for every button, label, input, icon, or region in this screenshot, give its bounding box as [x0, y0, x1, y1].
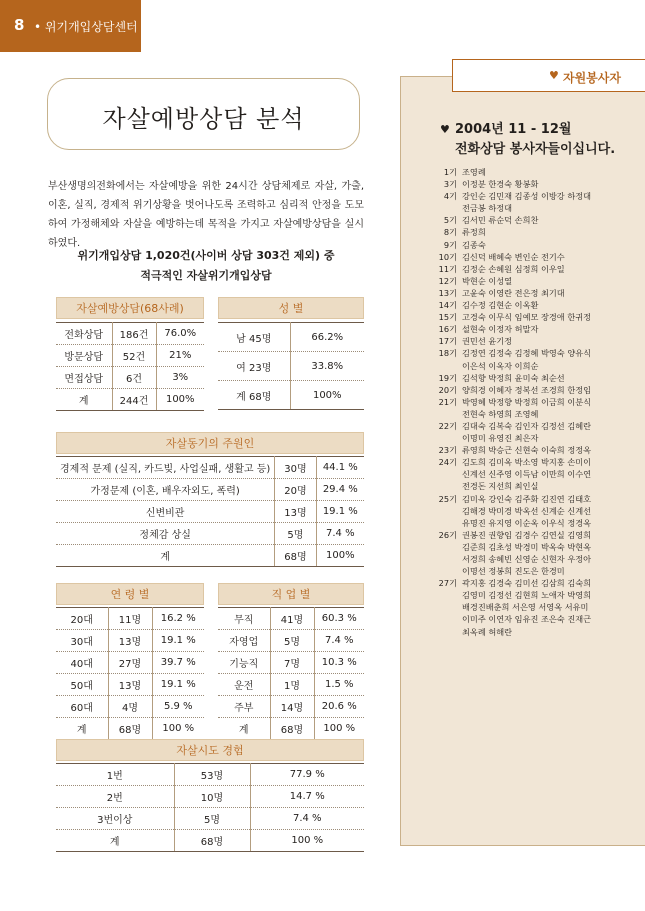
volunteer-generation — [430, 517, 462, 529]
summary-line-1: 위기개입상담 1,020건(사이버 상담 303건 제외) 중 — [77, 249, 335, 262]
volunteer-names: 류정희 — [462, 227, 486, 238]
table-cell: 가정문제 (이혼, 배우자외도, 폭력) — [56, 479, 275, 501]
volunteer-names: 류영희 박승근 신현숙 이숙희 정정옥 — [462, 445, 592, 456]
summary-line-2: 적극적인 자살위기개입상담 — [140, 269, 272, 282]
list-item — [430, 323, 640, 335]
volunteer-generation: 15기 — [438, 312, 457, 323]
volunteer-generation — [430, 565, 462, 577]
volunteer-names: 강인순 김민재 김종성 이방강 하정대 — [462, 191, 592, 202]
motive-table-header: 자살동기의 주원인 — [56, 432, 364, 454]
volunteer-generation: 8기 — [443, 227, 457, 238]
table-cell: 19.1 % — [152, 630, 204, 652]
table-cell: 계 — [56, 545, 275, 567]
volunteer-generation — [430, 360, 462, 372]
volunteer-generation: 10기 — [438, 251, 457, 262]
volunteer-names: 김미옥 강인숙 김주화 김진연 김태호 — [462, 493, 592, 504]
table-cell: 27명 — [108, 652, 152, 674]
table-cell: 7.4 % — [316, 523, 364, 545]
volunteer-generation — [430, 480, 462, 492]
volunteer-generation: 19기 — [438, 372, 457, 383]
volunteer-names: 최옥례 허해란 — [462, 626, 513, 637]
volunteer-generation: 22기 — [438, 420, 457, 431]
table-cell: 40대 — [56, 652, 108, 674]
list-item — [430, 299, 640, 311]
table-cell: 30대 — [56, 630, 108, 652]
table-cell: 주부 — [218, 696, 270, 718]
page-title: 자살예방상담 분석 — [102, 105, 305, 133]
job-table-header: 직 업 별 — [218, 583, 364, 605]
gender-table — [218, 322, 364, 410]
table-cell: 경제적 문제 (실직, 카드빚, 사업실패, 생활고 등) — [56, 457, 275, 479]
table-cell: 19.1 % — [316, 501, 364, 523]
intro-paragraph: 부산생명의전화에서는 자살예방을 위한 24시간 상담체제로 자살, 가출, 이혼, 실직, 경제적 위기상황을 벗어나도록 조력하고 심리적 안정을 도모하여 가정해체와 자살을 예방하는데 목적을 가지고 자살예방상담을 실시하였다. — [48, 181, 364, 249]
list-item — [430, 214, 640, 226]
list-item — [430, 444, 640, 456]
volunteer-names: 김해경 박미경 박옥선 신계순 신계선 — [462, 505, 592, 516]
title-box — [47, 78, 360, 150]
volunteer-generation: 27기 — [438, 578, 457, 589]
table-row — [56, 345, 204, 367]
table-row — [56, 674, 204, 696]
table-row — [56, 808, 364, 830]
table-cell: 계 — [56, 718, 108, 740]
volunteer-generation: 13기 — [438, 287, 457, 298]
volunteer-generation: 14기 — [438, 300, 457, 311]
attempt-table — [56, 763, 364, 852]
table-row — [56, 830, 364, 852]
table-cell: 100% — [290, 381, 364, 410]
list-item — [430, 420, 640, 432]
volunteer-names: 김대숙 김복숙 김인자 김정선 김혜란 — [462, 420, 592, 431]
volunteer-names: 김신덕 배혜숙 변인순 전기수 — [462, 251, 565, 262]
volunteer-generation: 4기 — [443, 191, 457, 202]
table-row — [56, 764, 364, 786]
volunteer-names: 양희경 이혜자 정복선 조경희 한정임 — [462, 384, 592, 395]
volunteer-generation: 5기 — [443, 215, 457, 226]
type-table-header: 자살예방상담(68사례) — [56, 297, 204, 319]
volunteer-generation: 16기 — [438, 324, 457, 335]
list-item — [430, 480, 640, 492]
table-cell: 60.3 % — [314, 608, 364, 630]
volunteer-names: 신계선 신주영 이득남 이만희 이수연 — [462, 469, 592, 480]
list-item — [430, 589, 640, 601]
volunteer-names: 김서민 류순덕 손희찬 — [462, 215, 539, 226]
volunteer-tab — [452, 59, 645, 92]
list-item — [430, 263, 640, 275]
volunteer-list — [430, 166, 640, 638]
volunteer-generation — [430, 202, 462, 214]
table-cell: 자영업 — [218, 630, 270, 652]
table-cell: 14명 — [270, 696, 314, 718]
table-cell: 13명 — [275, 501, 316, 523]
table-cell: 39.7 % — [152, 652, 204, 674]
table-row — [218, 696, 364, 718]
table-cell: 5.9 % — [152, 696, 204, 718]
list-item — [430, 493, 640, 505]
table-cell: 7명 — [270, 652, 314, 674]
table-cell: 기능직 — [218, 652, 270, 674]
table-cell: 6건 — [112, 367, 156, 389]
table-row — [56, 367, 204, 389]
list-item — [430, 626, 640, 638]
section-label: • 위기개입상담센터 — [34, 20, 138, 34]
table-row — [56, 389, 204, 411]
volunteer-names: 설현숙 이정자 허말자 — [462, 324, 539, 335]
table-cell: 1.5 % — [314, 674, 364, 696]
volunteer-names: 전경돈 지선희 최인실 — [462, 481, 539, 492]
table-row — [56, 786, 364, 808]
volunteer-generation — [430, 589, 462, 601]
volunteer-names: 전금봉 하정대 — [462, 203, 513, 214]
volunteer-generation: 11기 — [438, 263, 457, 274]
table-row — [56, 630, 204, 652]
volunteer-generation — [430, 408, 462, 420]
volunteer-names: 김수정 김현순 이옥환 — [462, 300, 539, 311]
volunteer-generation — [430, 505, 462, 517]
job-table — [218, 607, 364, 740]
gender-table-header: 성 별 — [218, 297, 364, 319]
volunteer-names: 김영미 김정선 김현희 노애자 박영희 — [462, 590, 592, 601]
list-item — [430, 166, 640, 178]
table-cell: 4명 — [108, 696, 152, 718]
volunteer-generation: 3기 — [443, 179, 457, 190]
list-item — [430, 226, 640, 238]
table-row — [56, 479, 364, 501]
list-item — [430, 372, 640, 384]
volunteer-names: 유명진 유지영 이순옥 이우식 정경옥 — [462, 517, 592, 528]
volunteer-names: 고윤숙 이영란 전은정 최기대 — [462, 287, 565, 298]
table-cell: 계 — [218, 718, 270, 740]
volunteer-generation: 18기 — [438, 348, 457, 359]
table-cell: 계 — [56, 830, 174, 852]
list-item — [430, 251, 640, 263]
table-cell: 29.4 % — [316, 479, 364, 501]
table-row — [218, 323, 364, 352]
volunteer-generation — [430, 541, 462, 553]
list-item — [430, 577, 640, 589]
list-item — [430, 613, 640, 625]
list-item — [430, 408, 640, 420]
table-cell: 전화상담 — [56, 323, 112, 345]
table-cell: 신변비관 — [56, 501, 275, 523]
list-item — [430, 190, 640, 202]
table-row — [218, 352, 364, 381]
volunteer-names: 조영례 — [462, 167, 486, 177]
table-cell: 10.3 % — [314, 652, 364, 674]
table-cell: 14.7 % — [250, 786, 364, 808]
list-item — [430, 517, 640, 529]
volunteer-names: 박현순 이성열 — [462, 275, 513, 286]
type-table — [56, 322, 204, 411]
volunteer-generation: 24기 — [438, 457, 457, 468]
volunteer-names: 전현숙 하영희 조영혜 — [462, 408, 539, 419]
table-cell: 68명 — [108, 718, 152, 740]
volunteer-generation — [430, 601, 462, 613]
volunteer-names: 김도희 김미옥 박소영 박지홍 손미이 — [462, 457, 592, 468]
list-item — [430, 360, 640, 372]
volunteer-names: 이명미 유영진 최은자 — [462, 433, 539, 444]
age-table — [56, 607, 204, 740]
volunteer-names: 배경진배춘희 서은영 서영옥 서유미 — [462, 602, 589, 613]
volunteer-generation: 23기 — [438, 445, 457, 456]
table-cell: 100 % — [314, 718, 364, 740]
volunteer-generation: 17기 — [438, 336, 457, 347]
table-row — [218, 652, 364, 674]
table-row — [218, 674, 364, 696]
list-item — [430, 347, 640, 359]
table-cell: 1명 — [270, 674, 314, 696]
volunteer-title — [440, 120, 615, 160]
volunteer-names: 김정연 김정숙 김정혜 박영숙 양유식 — [462, 348, 592, 359]
list-item — [430, 396, 640, 408]
table-cell: 44.1 % — [316, 457, 364, 479]
list-item — [430, 565, 640, 577]
table-cell: 7.4 % — [314, 630, 364, 652]
list-item — [430, 202, 640, 214]
heart-icon: ♥ — [549, 69, 559, 82]
table-cell: 정체감 상실 — [56, 523, 275, 545]
table-cell: 100% — [156, 389, 204, 411]
page-number: 8 — [14, 16, 25, 34]
table-cell: 50대 — [56, 674, 108, 696]
table-cell: 10명 — [174, 786, 250, 808]
table-cell: 41명 — [270, 608, 314, 630]
table-cell: 76.0% — [156, 323, 204, 345]
table-cell: 20대 — [56, 608, 108, 630]
table-cell: 7.4 % — [250, 808, 364, 830]
table-cell: 186건 — [112, 323, 156, 345]
table-row — [218, 608, 364, 630]
table-cell: 100 % — [152, 718, 204, 740]
table-cell: 60대 — [56, 696, 108, 718]
list-item — [430, 275, 640, 287]
table-row — [218, 630, 364, 652]
volunteer-generation: 9기 — [443, 239, 457, 250]
list-item — [430, 178, 640, 190]
volunteer-names: 이은석 이옥자 이희순 — [462, 360, 539, 371]
list-item — [430, 505, 640, 517]
table-cell: 33.8% — [290, 352, 364, 381]
table-cell: 20명 — [275, 479, 316, 501]
volunteer-generation — [430, 626, 462, 638]
table-row — [56, 323, 204, 345]
volunteer-names: 서경희 송혜빈 신영순 신현자 우정아 — [462, 554, 592, 564]
volunteer-names: 권민선 윤기정 — [462, 336, 513, 347]
table-row — [56, 608, 204, 630]
table-cell: 68명 — [275, 545, 316, 567]
table-row — [56, 652, 204, 674]
list-item — [430, 311, 640, 323]
volunteer-generation — [430, 553, 462, 565]
table-cell: 1번 — [56, 764, 174, 786]
list-item — [430, 529, 640, 541]
table-cell: 30명 — [275, 457, 316, 479]
table-cell: 68명 — [174, 830, 250, 852]
list-item — [430, 601, 640, 613]
table-cell: 남 45명 — [218, 323, 290, 352]
table-cell: 계 — [56, 389, 112, 411]
volunteer-names: 권봉진 권향임 김경수 김연실 김영희 — [462, 529, 592, 540]
table-cell: 13명 — [108, 630, 152, 652]
list-item — [430, 553, 640, 565]
volunteer-generation: 20기 — [438, 384, 457, 395]
table-cell: 운전 — [218, 674, 270, 696]
table-cell: 52건 — [112, 345, 156, 367]
list-item — [430, 384, 640, 396]
table-row — [56, 457, 364, 479]
heart-icon: ♥ — [440, 123, 450, 136]
table-cell: 100% — [316, 545, 364, 567]
list-item — [430, 287, 640, 299]
table-cell: 3% — [156, 367, 204, 389]
table-cell: 16.2 % — [152, 608, 204, 630]
volunteer-generation: 25기 — [438, 493, 457, 504]
volunteer-names: 김정순 손혜원 심정희 이우일 — [462, 263, 565, 274]
volunteer-names: 박영혜 박정향 박정희 이금희 이분식 — [462, 396, 592, 407]
table-row — [218, 718, 364, 740]
volunteer-names: 이명선 정봉희 진도은 한경미 — [462, 566, 565, 577]
table-cell: 13명 — [108, 674, 152, 696]
list-item — [430, 468, 640, 480]
table-row — [56, 718, 204, 740]
table-cell: 66.2% — [290, 323, 364, 352]
table-cell: 244건 — [112, 389, 156, 411]
table-cell: 21% — [156, 345, 204, 367]
table-cell: 3번이상 — [56, 808, 174, 830]
volunteer-generation — [430, 432, 462, 444]
volunteer-names: 고경숙 이무식 임예모 장경애 한귀정 — [462, 312, 592, 323]
table-cell: 무직 — [218, 608, 270, 630]
volunteer-generation: 12기 — [438, 275, 457, 286]
volunteer-names: 이미주 이연자 임유진 조은숙 진재근 — [462, 614, 592, 625]
volunteer-generation: 1기 — [443, 167, 457, 177]
list-item — [430, 432, 640, 444]
table-cell: 53명 — [174, 764, 250, 786]
table-cell: 여 23명 — [218, 352, 290, 381]
page-number-tab — [0, 0, 141, 52]
table-cell: 면접상담 — [56, 367, 112, 389]
table-row — [218, 381, 364, 410]
list-item — [430, 456, 640, 468]
table-cell: 계 68명 — [218, 381, 290, 410]
table-cell: 5명 — [174, 808, 250, 830]
volunteer-names: 김준희 김초성 박경미 박옥숙 박현옥 — [462, 541, 592, 552]
table-cell: 5명 — [275, 523, 316, 545]
volunteer-names: 김석향 박정희 윤미숙 최순선 — [462, 372, 565, 383]
table-row — [56, 523, 364, 545]
table-cell: 100 % — [250, 830, 364, 852]
list-item — [430, 335, 640, 347]
table-cell: 11명 — [108, 608, 152, 630]
table-cell: 68명 — [270, 718, 314, 740]
volunteer-title-line-1: 2004년 11 - 12월 — [455, 122, 572, 137]
summary-text — [48, 246, 364, 286]
volunteer-generation — [430, 468, 462, 480]
table-cell: 77.9 % — [250, 764, 364, 786]
volunteer-names: 곽지홍 김경숙 김미선 김삼희 김숙희 — [462, 578, 592, 589]
table-cell: 방문상담 — [56, 345, 112, 367]
list-item — [430, 239, 640, 251]
age-table-header: 연 령 별 — [56, 583, 204, 605]
attempt-table-header: 자살시도 경험 — [56, 739, 364, 761]
volunteer-generation: 21기 — [438, 396, 457, 407]
motive-table — [56, 456, 364, 567]
table-cell: 5명 — [270, 630, 314, 652]
table-row — [56, 696, 204, 718]
list-item — [430, 541, 640, 553]
table-cell: 20.6 % — [314, 696, 364, 718]
volunteer-tab-label: 자원봉사자 — [563, 71, 621, 85]
volunteer-names: 김종숙 — [462, 239, 486, 250]
table-row — [56, 501, 364, 523]
volunteer-names: 이정분 한경숙 황봉화 — [462, 179, 539, 190]
table-cell: 2번 — [56, 786, 174, 808]
volunteer-generation — [430, 613, 462, 625]
volunteer-title-line-2: 전화상담 봉사자들이십니다. — [455, 142, 616, 157]
volunteer-generation: 26기 — [438, 529, 457, 540]
table-cell: 19.1 % — [152, 674, 204, 696]
table-row — [56, 545, 364, 567]
